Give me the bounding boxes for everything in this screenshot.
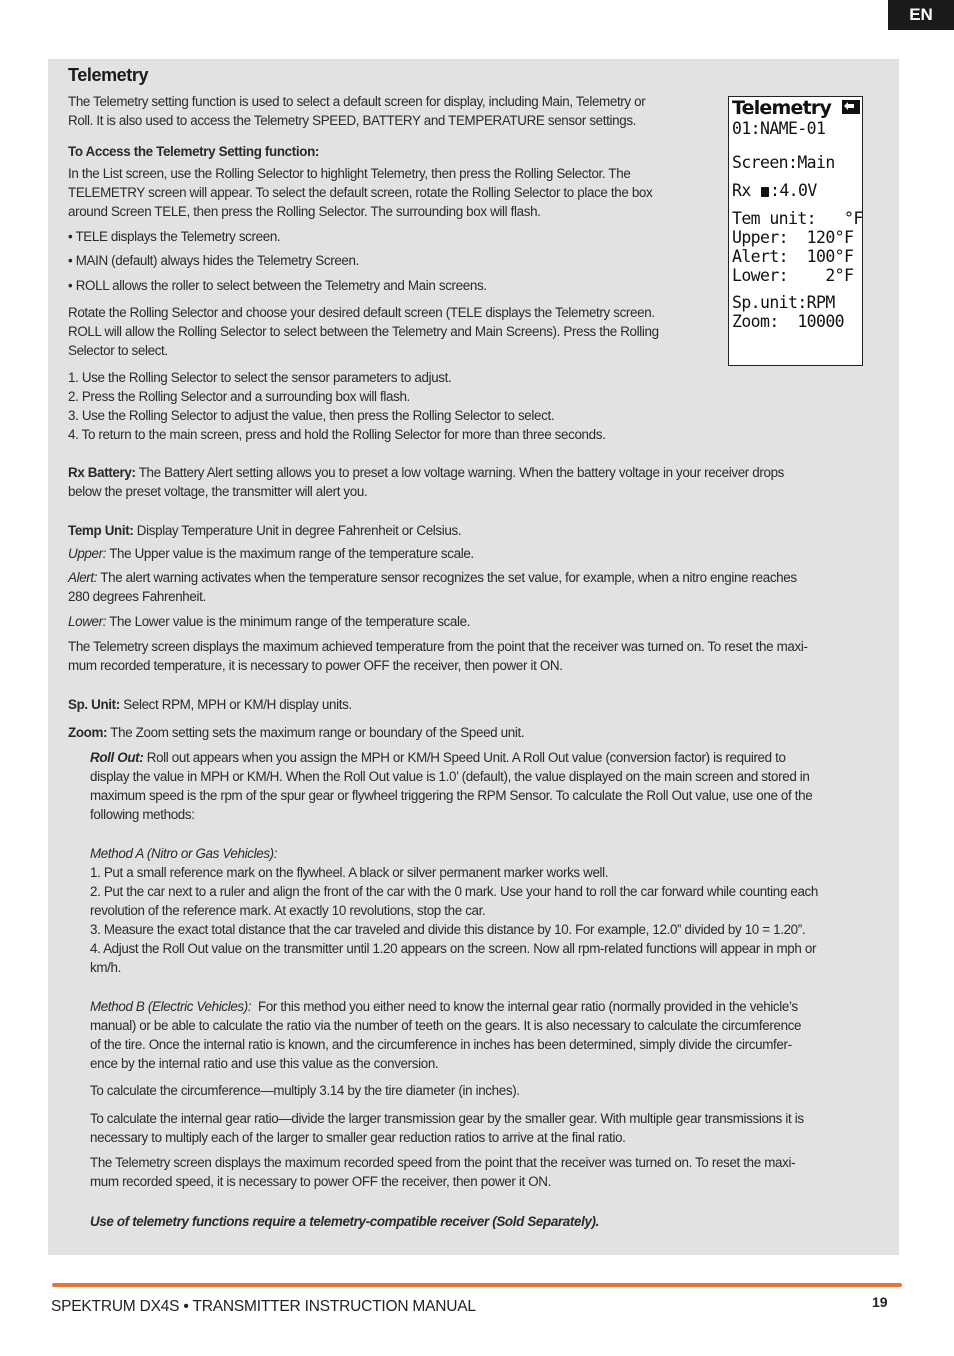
- method-a-label: Method A (Nitro or Gas Vehicles):: [90, 846, 278, 861]
- bullet-main: • MAIN (default) always hides the Telemetry Screen.: [68, 253, 359, 268]
- speed-reset-paragraph: The Telemetry screen displays the maximum recorded speed from the point that the receiver was turned on. To reset the maxi- mum recorded speed, it is necessary to power OFF the receiver, then power it ON.: [90, 1155, 796, 1189]
- receiver-note: Use of telemetry functions require a telemetry-compatible receiver (Sold Separately).: [90, 1214, 600, 1229]
- lock-icon: [761, 187, 769, 197]
- rx-battery-paragraph: Rx Battery: The Battery Alert setting allows you to preset a low voltage warning. When the battery voltage in your receiver drops below the preset voltage, the transmitter will alert you.: [68, 465, 785, 499]
- lcd-upper: Upper: 120°F: [732, 228, 854, 247]
- steps-list: [68, 368, 880, 444]
- gear-ratio-paragraph: To calculate the internal gear ratio—divide the larger transmission gear by the smaller gear. With multiple gear transmissions it is necessary to multiply each of the larger to smaller gear reduction ratios to arrive at the final ratio.: [90, 1111, 804, 1145]
- bullet-tele: • TELE displays the Telemetry screen.: [68, 229, 281, 244]
- lcd-zoom: Zoom: 10000: [732, 312, 845, 331]
- footer-title: SPEKTRUM DX4S • TRANSMITTER INSTRUCTION MANUAL: [51, 1298, 476, 1315]
- sp-unit-paragraph: Sp. Unit: Select RPM, MPH or KM/H display units.: [68, 697, 352, 712]
- method-b-label: Method B (Electric Vehicles):: [90, 999, 252, 1014]
- step-item: 4. To return to the main screen, press and hold the Rolling Selector for more than three seconds.: [68, 427, 606, 442]
- lower-paragraph: Lower: The Lower value is the minimum range of the temperature scale.: [68, 614, 471, 629]
- page-number: 19: [872, 1294, 888, 1310]
- access-paragraph: In the List screen, use the Rolling Selector to highlight Telemetry, then press the Rolling Selector. The TELEMETRY screen will appear. To select the default screen, rotate the Rolling Selector to place the box around Screen TELE, then press the Rolling Selector. The surrounding box will flash.: [68, 166, 653, 219]
- alert-paragraph: Alert: The alert warning activates when the temperature sensor recognizes the set value, for example, when a nitro engine reaches 280 degrees Fahrenheit.: [68, 570, 797, 604]
- lcd-temp-unit: Tem unit: °F: [732, 209, 863, 228]
- method-b-block: Method B (Electric Vehicles): For this method you either need to know the internal gear ratio (normally provided in the vehicle’s manual) or be able to calculate the ratio via the number of teeth on the gears. It is also necessary to calculate the circumference of the tire. Once the internal ratio is known, and the circumference in inches has been determined, simply divide the circumfer- ence by the internal ratio and use this value as the conversion.: [90, 999, 802, 1071]
- section-title: Telemetry: [68, 65, 149, 85]
- method-a-block: Method A (Nitro or Gas Vehicles): 1. Put a small reference mark on the flywheel. A black or silver permanent marker works well. 2. Put the car next to a ruler and align the front of the car with the 0 mark. Use your hand to roll the car forward while counting each revolution of the reference mark. At exactly 10 revolutions, stop the car. 3. Measure the exact total distance that the car traveled and divide this distance by 10. For example, 12.0” divided by 10 = 1.20”. 4. Adjust the Roll Out value on the transmitter until 1.20 appears on the screen. Now all rpm-related functions will appear in mph or km/h.: [90, 846, 818, 975]
- roll-out-paragraph: Roll Out: Roll out appears when you assign the MPH or KM/H Speed Unit. A Roll Out value (conversion factor) is required to display the value in MPH or KM/H. When the Roll Out value is 1.0’ (default), the value displayed on the main screen and stored in maximum speed is the rpm of the spur gear or flywheel triggering the RPM Sensor. To calculate the Roll Out value, use one of the following methods:: [90, 750, 813, 822]
- upper-paragraph: Upper: The Upper value is the maximum range of the temperature scale.: [68, 546, 474, 561]
- lcd-alert: Alert: 100°F: [732, 247, 854, 266]
- language-tab: EN: [888, 0, 954, 30]
- rx-battery-label: Rx Battery:: [68, 465, 136, 480]
- temp-reset-paragraph: The Telemetry screen displays the maximum achieved temperature from the point that the receiver was turned on. To reset the maxi- mum recorded temperature, it is necessary to power OFF the receiver, then power it ON.: [68, 639, 808, 673]
- back-arrow-icon: [842, 100, 860, 114]
- lcd-rx-battery: Rx :4.0V: [732, 181, 817, 200]
- lcd-lower: Lower: 2°F: [732, 266, 854, 285]
- lcd-title: Telemetry: [732, 97, 832, 119]
- step-item: 3. Use the Rolling Selector to adjust the value, then press the Rolling Selector to select.: [68, 408, 555, 423]
- circumference-paragraph: To calculate the circumference—multiply 3.14 by the tire diameter (in inches).: [90, 1083, 520, 1098]
- zoom-paragraph: Zoom: The Zoom setting sets the maximum range or boundary of the Speed unit.: [68, 725, 525, 740]
- step-item: 2. Press the Rolling Selector and a surrounding box will flash.: [68, 389, 410, 404]
- access-heading: To Access the Telemetry Setting function:: [68, 144, 320, 159]
- temp-unit-paragraph: Temp Unit: Display Temperature Unit in degree Fahrenheit or Celsius.: [68, 523, 462, 538]
- footer-rule: [52, 1283, 902, 1287]
- lcd-speed-unit: Sp.unit:RPM: [732, 293, 835, 312]
- lcd-screen-setting: Screen:Main: [732, 153, 835, 172]
- rotate-paragraph: Rotate the Rolling Selector and choose your desired default screen (TELE displays the Telemetry screen. ROLL will allow the Rolling Selector to select between the Telemetry and Main Screens). Press the Rolling Selector to select.: [68, 305, 659, 358]
- lcd-model-name: 01:NAME-01: [732, 119, 826, 138]
- intro-paragraph: The Telemetry setting function is used to select a default screen for display, including Main, Telemetry or Roll. It is also used to access the Telemetry SPEED, BATTERY and TEMPERATURE sensor settings.: [68, 94, 646, 128]
- telemetry-lcd-screen: [728, 96, 863, 366]
- bullet-roll: • ROLL allows the roller to select between the Telemetry and Main screens.: [68, 278, 487, 293]
- step-item: 1. Use the Rolling Selector to select the sensor parameters to adjust.: [68, 370, 452, 385]
